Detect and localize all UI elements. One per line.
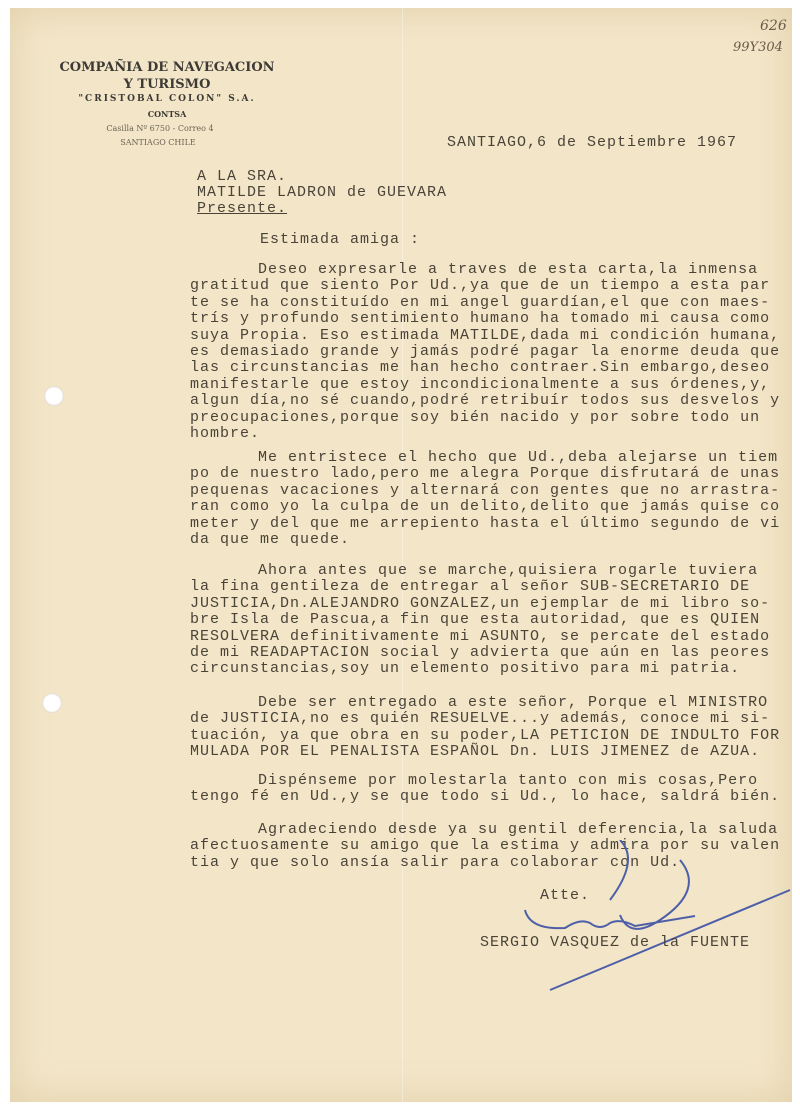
archive-number-bottom: 99Y304 — [733, 40, 783, 55]
text-line: de JUSTICIA,no es quién RESUELVE...y además, conoce mi si- — [190, 710, 771, 728]
text-line: bre Isla de Pascua,a fin que esta autoridad, que es QUIEN — [190, 611, 761, 629]
archive-number-top: 626 — [760, 18, 787, 34]
text-line: afectuosamente su amigo que la estima y admira por su valen — [190, 837, 781, 855]
text-line: te se ha constituído en mi angel guardían,el que con maes- — [190, 293, 771, 311]
text-line: preocupaciones,porque soy bién nacido y por sobre todo un — [190, 408, 761, 426]
text-line: de mi READAPTACION social y advierta que aún en las peores — [190, 644, 771, 661]
date-line: SANTIAGO,6 de Septiembre 1967 — [447, 134, 738, 151]
text-line: Dispénseme por molestarla tanto con mis cosas,Pero — [258, 772, 759, 789]
text-line: JUSTICIA,Dn.ALEJANDRO GONZALEZ,un ejemplar de mi libro so- — [190, 594, 771, 612]
text-line: tuación, ya que obra en su poder,LA PETICION DE INDULTO FOR — [190, 726, 781, 744]
text-line: manifestarle que estoy incondicionalmente a sus órdenes,y, — [190, 375, 771, 393]
text-line: algun día,no sé cuando,podré retribuír todos sus desvelos y — [190, 392, 781, 410]
handwritten-signature — [500, 840, 800, 1010]
text-line: circunstancias,soy un elemento positivo para mi patria. — [190, 660, 741, 678]
recipient-line: A LA SRA. — [197, 168, 288, 185]
text-line: la fina gentileza de entregar al señor SUB-SECRETARIO DE — [190, 578, 751, 596]
text-line: tia y que solo ansía salir para colaborar con Ud. — [190, 853, 681, 871]
text-line: MULADA POR EL PENALISTA ESPAÑOL Dn. LUIS JIMENEZ de AZUA. — [190, 743, 761, 761]
text-line: las circunstancias me han hecho contraer.Sin embargo,deseo — [190, 359, 771, 377]
text-line: tengo fé en Ud.,y se que todo si Ud., lo hace, saldrá bién. — [190, 788, 781, 806]
text-line: meter y del que me arrepiento hasta el último segundo de vi — [190, 514, 781, 532]
text-line: suya Propia. Eso estimada MATILDE,dada mi condición humana, — [190, 326, 781, 344]
company-name-2: Y TURISMO — [123, 77, 211, 92]
salutation: Estimada amiga : — [260, 231, 421, 248]
paper-fold — [402, 8, 403, 1102]
text-line: Debe ser entregado a este señor, Porque el MINISTRO — [258, 694, 769, 711]
text-line: hombre. — [190, 425, 261, 442]
text-line: trís y profundo sentimiento humano ha tomado mi causa como — [190, 310, 771, 328]
punch-hole — [42, 693, 62, 713]
company-name: COMPAÑIA DE NAVEGACION — [59, 60, 275, 75]
text-line: Me entristece el hecho que Ud.,deba alejarse un tiem — [258, 449, 779, 466]
company-address: Casilla Nº 6750 - Correo 4 — [106, 124, 214, 133]
text-line: da que me quede. — [190, 531, 351, 548]
text-line: Ahora antes que se marche,quisiera rogarle tuviera — [258, 562, 759, 579]
text-line: es demasiado grande y jamás podré pagar la enorme deuda que — [190, 343, 781, 360]
text-line: po de nuestro lado,pero me alegra Porque disfrutará de unas — [190, 465, 781, 483]
closing: Atte. — [540, 887, 591, 904]
recipient-line: Presente. — [197, 200, 288, 217]
company-brand: "CRISTOBAL COLON" S.A. — [78, 94, 256, 104]
punch-hole — [44, 386, 64, 406]
text-line: gratitud que siento Por Ud.,ya que de un tiempo a esta par — [190, 277, 771, 295]
signature-name: SERGIO VASQUEZ de la FUENTE — [480, 934, 751, 951]
recipient-line: MATILDE LADRON de GUEVARA — [197, 184, 448, 201]
text-line: ran como yo la culpa de un delito,delito que jamás quise co — [190, 498, 781, 516]
text-line: Agradeciendo desde ya su gentil deferencia,la saluda — [258, 821, 779, 838]
text-line: RESOLVERA definitivamente mi ASUNTO, se percate del estado — [190, 627, 771, 645]
company-city: SANTIAGO CHILE — [120, 138, 196, 147]
text-line: pequenas vacaciones y alternará con gentes que no arrastra- — [190, 481, 781, 499]
company-abbr: CONTSA — [147, 109, 187, 119]
text-line: Deseo expresarle a traves de esta carta,la inmensa — [258, 261, 759, 278]
